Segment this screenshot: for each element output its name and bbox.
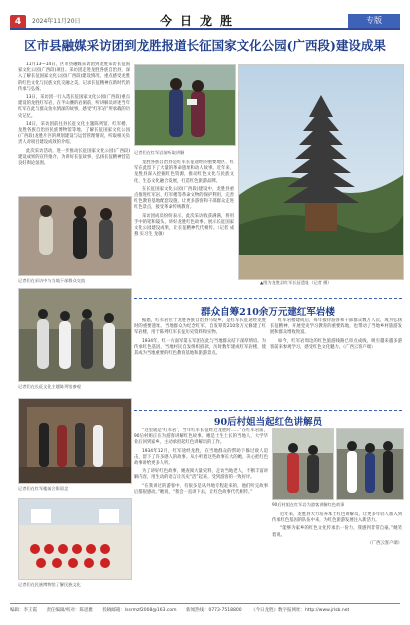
article3-p3: 为了讲好红色故事，她查阅大量史料，走访当地老人，不断丰富讲解内容，用生动的语言让历史“活”起来，受到游客的一致好评。	[134, 469, 268, 481]
photo-guide	[336, 428, 404, 500]
article1-col2	[134, 160, 234, 280]
article2-title: 群众自筹210余万元建红军岩楼	[201, 307, 335, 318]
photo-villager-art	[273, 429, 333, 499]
article1-col2-p2: 在长征国家文化公园(广西段)建设中，龙胜县重点推进红军岩、红军楼等革命文物的保护利用，完善红色教育基地配套设施，让更多游客和干部群众走进红色景点，接受革命传统教育。	[134, 186, 234, 211]
caption-4: 记者们在红军楼前合影留念	[18, 486, 69, 491]
article1-p4: 此次采访活动，进一步推动长征国家文化公园(广西段)建设成果的宣传推介，为讲好长征故事、弘扬长征精神营造良好舆论氛围。	[18, 148, 130, 167]
article3-title: 90后村姐当起红色讲解员	[213, 417, 323, 428]
article3-p6: “能够为家乡的红色文化传承出一份力，我感到非常自豪。”她笑着说。	[272, 526, 402, 538]
caption-3: 记者们在长征文化主题陈列馆参观	[18, 384, 81, 389]
photo-hillside-art	[135, 65, 235, 145]
article1-col2-p1: 龙胜各族自治县是红军长征途经的重要地区，红军在此留下了大量的革命遗址和动人故事。近年来，龙胜县深入挖掘红色资源，推动红色文化与民族文化、生态文化融合发展，打造红色旅游品牌。	[134, 160, 234, 184]
caption-5: 记者们在民族博物馆了解民族文化	[18, 582, 81, 587]
footer-reviewer: 责任编辑/校对：陈思雅	[46, 608, 93, 613]
caption-2: 记者们在红军岩前听取讲解	[134, 150, 185, 155]
article3-divider	[134, 410, 402, 411]
photo-drum-tower	[238, 64, 404, 280]
footer-editor: 编辑：李王霞	[10, 608, 37, 613]
photo-museum	[18, 498, 132, 580]
photo-red-building-art	[19, 399, 131, 483]
main-headline: 区市县融媒采访团到龙胜报道长征国家文化公园(广西段)建设成果	[24, 38, 386, 53]
photo-red-army-cliff	[18, 288, 132, 382]
article2-p2: 1934年，红一方面军第五军团在此与当地群众结下深厚情谊。为传承红色基因，当地村民自发组织捐款，历时数年建成红军岩楼，使其成为当地重要的红色教育基地和旅游景点。	[134, 338, 266, 357]
article3-p2: 1934年12月，红军途经龙胜，在当地群众的帮助下躲过敌人追击，留下了许多感人的故事。从小听着这些故事长大的她，决心把红色故事讲给更多人听。	[134, 448, 268, 467]
article2-divider	[134, 298, 402, 299]
article3-p7: （广西云客户端）	[367, 540, 402, 546]
photo-museum-art	[19, 499, 131, 579]
header-divider	[10, 28, 400, 30]
caption-1: 记者们在采访中与当地干部群众交流	[18, 278, 86, 283]
article3-col1	[134, 428, 268, 598]
photo-interview-art	[19, 197, 131, 275]
photo-interview	[18, 196, 132, 276]
article3-p1: “这里就是‘红军岩’，当年红军长征经过龙胜时……”在红军岩前，90后村姐正在为游客讲解红色故事。她是土生土长的当地人，大学毕业后回到家乡，主动承担起红色讲解员的工作。	[134, 428, 268, 446]
article1-col1	[18, 62, 130, 172]
paper-title: 今日龙胜	[160, 14, 241, 28]
photo-note: ▲图为龙胜县红军长征遗址（记者 摄）	[260, 280, 332, 285]
article2-p4: 如今，红军岩周边的红色旅游线路已串点成线，吸引越来越多游客前来参观学习，感受红色文化魅力。（广西云客户端）	[270, 338, 402, 350]
caption-8: 90后村姐在红军岩为游客讲解红色故事	[272, 502, 345, 507]
photo-guide-art	[337, 429, 403, 499]
article1-p3: 14日，采访团前往县长征文化主题陈列馆、红军楼、龙胜各族自治县民族博物馆等地，了解长征国家文化公园(广西段)龙胜片区的规划建设与运营管理情况，听取相关负责人对项目建设成效的介绍。	[18, 121, 130, 146]
page-number-badge: 4	[10, 15, 26, 29]
article2-p3: 红军岩楼建成后，每年接待游客和干部群众数万人次，成为弘扬长征精神、开展党史学习教育的重要阵地，也带动了当地乡村旅游发展和群众增收致富。	[270, 318, 402, 336]
footer-email: 投稿邮箱：lssrmzf2008@163.com	[102, 608, 177, 613]
article1-p1: 11月13—14日，区市县融媒采访团到龙胜采访长征国家文化公园(广西段)项目。采访团走进龙胜各族自治县，深入了解长征国家文化公园(广西段)建设情况，重点感受龙胜的红色文化与民族文化交融之美，记录长征精神在新时代的传承与弘扬。	[18, 62, 130, 92]
article2-col1	[134, 318, 266, 404]
photo-villager	[272, 428, 334, 500]
article2-col2	[270, 318, 402, 404]
footer	[10, 607, 400, 613]
footer-divider	[10, 603, 400, 604]
article2-p1: 据悉，红军岩位于龙胜各族自治县马堤乡，是红军长征途经龙胜时的重要遗址。当地群众为纪念红军，自发筹资210余万元修建了红军岩楼，用于陈列红军长征历史资料和实物。	[134, 318, 266, 336]
photo-drum-tower-art	[239, 65, 403, 279]
article3-p4: “在我讲过的游客中，有很多是从外地专程赶来的，他们听完故事后都很感动。”她说，“我会一直讲下去，让红色故事代代相传。”	[134, 483, 268, 495]
article3-col2	[272, 512, 402, 598]
issue-date: 2024年11月20日	[32, 18, 81, 25]
article1-col2-p3: 采访团成员纷纷表示，此次采访收获满满，将用手中的笔和镜头，讲好龙胜红色故事，展示长征国家文化公园建设成果，让长征精神代代相传。（记者 成燕 实习生 龙敏）	[134, 213, 234, 238]
article3-p5: 近年来，龙胜县大力培养本土红色讲解员，让更多年轻人加入到传承红色基因的队伍中来，为红色旅游发展注入新活力。	[272, 512, 402, 524]
footer-website: 《今日龙胜》数字报网址：http://www.jrlsb.net	[251, 608, 350, 613]
photo-red-building	[18, 398, 132, 484]
footer-hotline: 新闻热线：0773-7518800	[185, 608, 242, 613]
section-label: 专版	[348, 14, 400, 28]
photo-red-army-cliff-art	[19, 289, 131, 381]
photo-hillside	[134, 64, 236, 146]
article1-p2: 13日，采访团一行入选长征国家文化公园(广西段)重点建设的龙胜红军岩，在半山腰的岩洞前，听讲解员讲述当年红军在此与群众鱼水情深的故事，感受“红军岩”所承载的历史记忆。	[18, 95, 130, 119]
